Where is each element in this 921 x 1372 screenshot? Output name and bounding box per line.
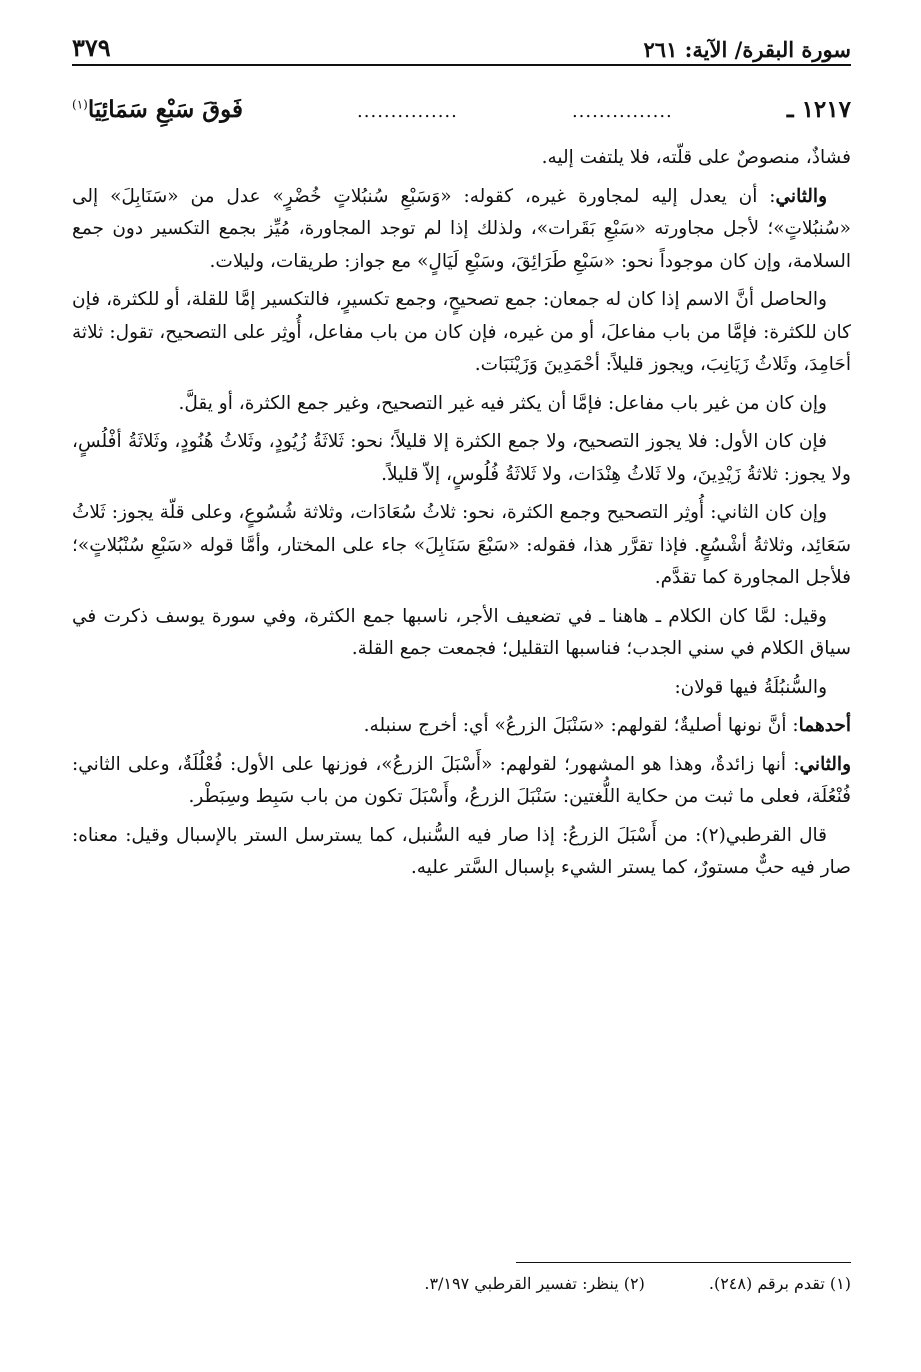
entry-phrase-text: فَوقَ سَبْعِ سَمَائِيَا (87, 96, 243, 123)
paragraph-lead: والثاني (775, 185, 827, 207)
paragraph-text: والحاصل أنَّ الاسم إذا كان له جمعان: جمع تصحيحٍ، وجمع تكسيرٍ، فالتكسير إمَّا للقلة، أو للكثرة، فإن كان للكثرة: فإمَّا من باب مفاعلَ، أو من غيره، فإن كان من باب مفاعل، أُوثِر على التصحيح، تقول: ثلاثة أحَامِدَ، وثَلاثُ زَيَانِبَ، ويجوز قليلاً: أحْمَدِينَ وَزَيْنَبَات. (72, 289, 851, 375)
footnote-separator (516, 1262, 851, 1263)
footnote-1: (١) تقدم برقم (٢٤٨). (708, 1274, 851, 1293)
paragraph-text: فإن كان الأول: فلا يجوز التصحيح، ولا جمع الكثرة إلا قليلاً؛ نحو: ثَلاثَةُ زُيُودٍ، وثَلاثُ هُنُودٍ، وثَلاثَةُ أفْلُسٍ، ولا يجوز: ثلاثةُ زَيْدِينَ، ولا ثَلاثُ هِنْدَات، ولا ثَلاثَةُ فُلُوسٍ، إلاّ قليلاً. (72, 431, 851, 485)
paragraph-10 (72, 749, 851, 814)
paragraph-2 (72, 181, 851, 279)
paragraph-text: والسُّنبُلَةُ فيها قولان: (674, 676, 827, 698)
paragraph-text: فشاذٌ، منصوصٌ على قلّته، فلا يلتفت إليه. (541, 147, 851, 168)
paragraph-8 (72, 672, 851, 705)
body-text (72, 142, 851, 885)
paragraph-text: : أن يعدل إليه لمجاورة غيره، كقوله: «وَسَبْعِ سُنبُلاتٍ خُضْرٍ» عدل من «سَنَابِلَ» إلى «سُنبُلاتٍ»؛ لأجل مجاورته «سَبْعِ بَقَرات»، ولذلك إذا لم توجد المجاورة، مُيِّز بجمع التكسير دون جمع السلامة، وإن كان موجوداً نحو: «سَبْعِ طَرَائِقَ، وسَبْعِ لَيَالٍ» مع جواز: طريقات، وليلات. (72, 185, 851, 272)
entry-phrase (72, 96, 243, 123)
entry-number: ١٢١٧ ـ (786, 96, 851, 123)
paragraph-text: : أنها زائدةٌ، وهذا هو المشهور؛ لقولهم: «أَسْبَلَ الزرعُ»، فوزنها على الأول: فُعْلُلَةٌ، وعلى الثاني: فُنْعُلَة، فعلى ما ثبت من حكاية اللُّغتين: سَنْبَلَ الزرعُ، وأَسْبَلَ تكون من باب سَبِط وسِبَطْر. (72, 753, 851, 807)
paragraph-lead: والثاني (799, 753, 851, 775)
paragraph-7 (72, 601, 851, 666)
page-number: ٣٧٩ (72, 33, 111, 62)
paragraph-text: قال القرطبي(٢): من أَسْبَلَ الزرعُ: إذا صار فيه السُّنبل، كما يسترسل الستر بالإسبال وقيل: معناه: صار فيه حبٌّ مستورٌ، كما يستر الشيء بإسبال السَّتر عليه. (72, 824, 851, 878)
paragraph-5 (72, 426, 851, 491)
paragraph-1 (72, 142, 851, 175)
dot-leader-left: ............... (357, 101, 458, 122)
running-header (72, 26, 851, 66)
paragraph-11 (72, 820, 851, 885)
entry-footnote-ref: (١) (72, 97, 88, 112)
footnote-2: (٢) ينظر: تفسير القرطبي ٣/١٩٧. (424, 1274, 645, 1293)
paragraph-text: وإن كان من غير باب مفاعل: فإمَّا أن يكثر فيه غير التصحيح، وغير جمع الكثرة، أو يقلَّ. (178, 392, 827, 414)
paragraph-3 (72, 284, 851, 382)
paragraph-4 (72, 388, 851, 421)
entry-heading (72, 96, 851, 132)
paragraph-text: وإن كان الثاني: أُوثِر التصحيح وجمع الكثرة، نحو: ثلاثُ سُعَادَات، وثلاثة شُسُوعٍ، وعلى قلّة يجوز: ثَلاثُ سَعَائِد، وثلاثةُ أشْسُعٍ. فإذا تقرَّر هذا، فقوله: «سَبْعَ سَنَابِلَ» جاء على المختار، وأمَّا قوله «سَبْعِ سُنْبُلاتٍ»؛ فلأجل المجاورة كما تقدَّم. (72, 502, 851, 588)
paragraph-9 (72, 710, 851, 743)
surah-title: سورة البقرة/ الآية: ٢٦١ (643, 37, 851, 62)
footnotes (72, 1274, 851, 1293)
dot-leader-right: ............... (571, 101, 673, 122)
paragraph-lead: أحدهما (798, 715, 851, 736)
paragraph-text: : أنَّ نونها أصليةٌ؛ لقولهم: «سَنْبَلَ الزرعُ» أي: أخرج سنبله. (363, 715, 799, 736)
paragraph-6 (72, 497, 851, 595)
paragraph-text: وقيل: لمَّا كان الكلام ـ هاهنا ـ في تضعيف الأجر، ناسبها جمع الكثرة، وفي سورة يوسف ذكرت في سياق الكلام في سني الجدب؛ فناسبها التقليل؛ فجمعت جمع القلة. (72, 605, 851, 659)
